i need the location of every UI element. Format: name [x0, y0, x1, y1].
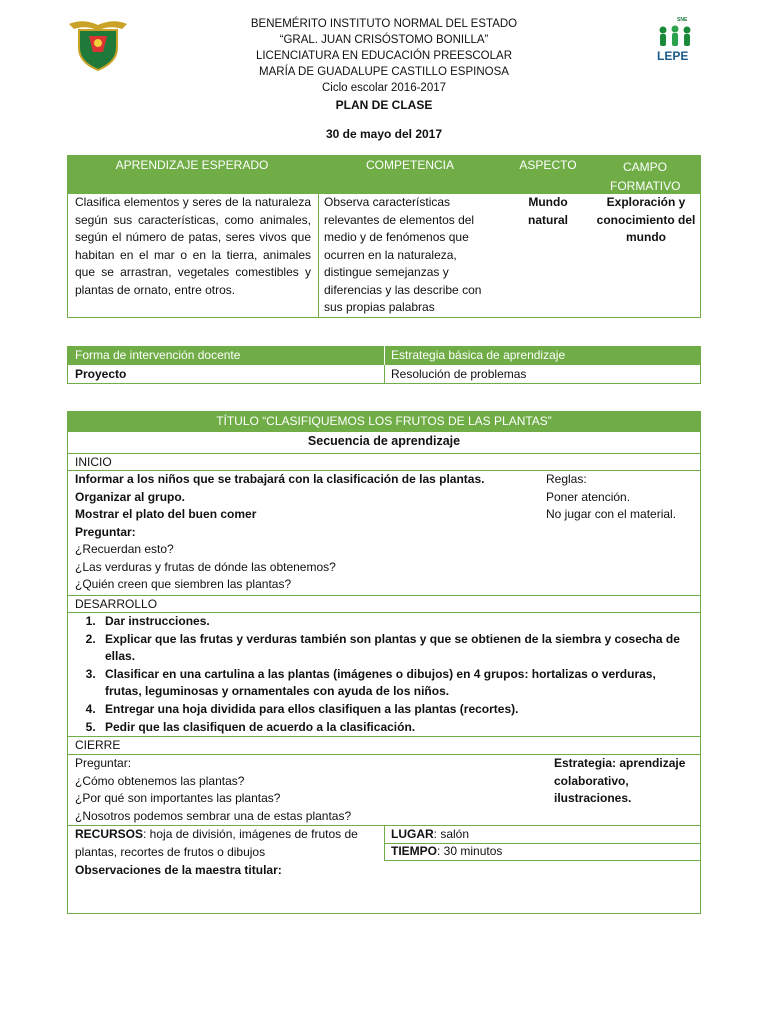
- desarrollo-list: [75, 613, 695, 736]
- tiempo-content: [391, 843, 691, 861]
- reglas-line: Poner atención.: [546, 489, 631, 504]
- desarrollo-label: DESARROLLO: [75, 597, 158, 611]
- people-icon: [655, 23, 695, 49]
- header-author: MARÍA DE GUADALUPE CASTILLO ESPINOSA: [259, 66, 509, 78]
- inicio-line: Preguntar:: [75, 524, 136, 539]
- recursos-text: : hoja de división, imágenes de frutos de plantas, recortes de frutos o dibujos: [75, 827, 358, 859]
- cierre-content: [75, 755, 525, 825]
- lepe-logo: [655, 17, 695, 65]
- estrategia-line: Estrategia: aprendizaje: [554, 756, 686, 770]
- desarrollo-item: 2. Explicar que las frutas y verduras también son plantas y que se obtienen de la siembra y cosecha de ellas.: [99, 631, 695, 666]
- estrategia-line: colaborativo,: [554, 773, 629, 788]
- observaciones-label: Observaciones de la maestra titular:: [75, 863, 282, 877]
- plan-date: 30 de mayo del 2017: [325, 127, 443, 141]
- desarrollo-item: 1. Dar instrucciones.: [99, 613, 695, 631]
- cierre-line: Preguntar:: [75, 756, 132, 770]
- aprendizaje-text: Clasifica elementos y seres de la naturaleza según sus características, como animales, según el número de patas, seres vivos que habitan en el mar o en la tierra, animales que se arrastran, vegetales comestibles y plantas de ornato, entre otros.: [75, 195, 311, 297]
- inicio-line: ¿Recuerdan esto?: [75, 542, 174, 556]
- estrategia-content: [554, 755, 699, 808]
- header-school-name: “GRAL. JUAN CRISÓSTOMO BONILLA”: [279, 34, 489, 46]
- competencia-text: Observa características relevantes de elementos del medio y de fenómenos que ocurren en la naturaleza, distingue semejanzas y diferencias y las describe con sus propias palabras: [324, 195, 482, 314]
- desarrollo-item: 5. Pedir que las clasifiquen de acuerdo a la clasificación.: [99, 719, 695, 737]
- reglas-content: [546, 471, 696, 524]
- page-title: PLAN DE CLASE: [335, 98, 433, 112]
- inicio-label: INICIO: [75, 455, 112, 469]
- header-forma-intervencion: Forma de intervención docente: [75, 348, 241, 362]
- header-competencia: COMPETENCIA: [365, 158, 454, 172]
- inicio-content: [75, 471, 525, 594]
- reglas-line: Reglas:: [546, 472, 587, 486]
- recursos-label: RECURSOS: [75, 827, 144, 841]
- institution-crest-logo: [67, 16, 129, 72]
- desarrollo-item: 4. Entregar una hoja dividida para ellos clasifiquen a las plantas (recortes).: [99, 701, 695, 719]
- desarrollo-content: [75, 613, 695, 736]
- campo-text: Exploración y conocimiento del mundo: [596, 195, 696, 244]
- cierre-line: ¿Cómo obtenemos las plantas?: [75, 773, 245, 788]
- lugar-value: : salón: [433, 827, 470, 841]
- estrategia-line: ilustraciones.: [554, 791, 632, 805]
- header-cycle: Ciclo escolar 2016-2017: [321, 82, 447, 94]
- reglas-line: No jugar con el material.: [546, 507, 677, 521]
- lugar-label: LUGAR: [391, 827, 434, 841]
- inicio-line: Mostrar el plato del buen comer: [75, 507, 257, 521]
- header-program: LICENCIATURA EN EDUCACIÓN PREESCOLAR: [255, 50, 513, 62]
- lepe-text: LEPE: [657, 49, 689, 63]
- secuencia-subtitle: Secuencia de aprendizaje: [307, 434, 461, 448]
- sequence-title: TÍTULO “CLASIFIQUEMOS LOS FRUTOS DE LAS PLANTAS”: [67, 411, 701, 432]
- header-aspecto: ASPECTO: [519, 158, 577, 172]
- forma-intervencion-value: Proyecto: [75, 367, 127, 381]
- header-campo: CAMPO FORMATIVO: [610, 160, 681, 193]
- inicio-line: Informar a los niños que se trabajará con la clasificación de las plantas.: [75, 472, 485, 486]
- inicio-line: ¿Las verduras y frutas de dónde las obtenemos?: [75, 559, 336, 574]
- inicio-line: ¿Quién creen que siembren las plantas?: [75, 577, 292, 591]
- tiempo-label: TIEMPO: [391, 844, 438, 858]
- cierre-line: ¿Nosotros podemos sembrar una de estas plantas?: [75, 808, 352, 823]
- estrategia-basica-value: Resolución de problemas: [391, 367, 527, 381]
- recursos-content: [75, 826, 375, 861]
- cierre-line: ¿Por qué son importantes las plantas?: [75, 791, 281, 805]
- tiempo-value: : 30 minutos: [437, 844, 503, 858]
- header-institution: BENEMÉRITO INSTITUTO NORMAL DEL ESTADO: [250, 18, 518, 30]
- header-aprendizaje: APRENDIZAJE ESPERADO: [115, 158, 269, 172]
- desarrollo-item: 3. Clasificar en una cartulina a las plantas (imágenes o dibujos) en 4 grupos: hortalizas o verduras, frutas, leguminosas y ornamentales con ayuda de los niños.: [99, 666, 695, 701]
- header-estrategia-basica: Estrategia básica de aprendizaje: [391, 348, 566, 362]
- sne-label: SNE: [677, 17, 688, 23]
- aspecto-text: Mundo natural: [527, 195, 568, 227]
- cierre-label: CIERRE: [75, 738, 121, 752]
- inicio-line: Organizar al grupo.: [75, 489, 186, 504]
- lugar-content: [391, 826, 691, 844]
